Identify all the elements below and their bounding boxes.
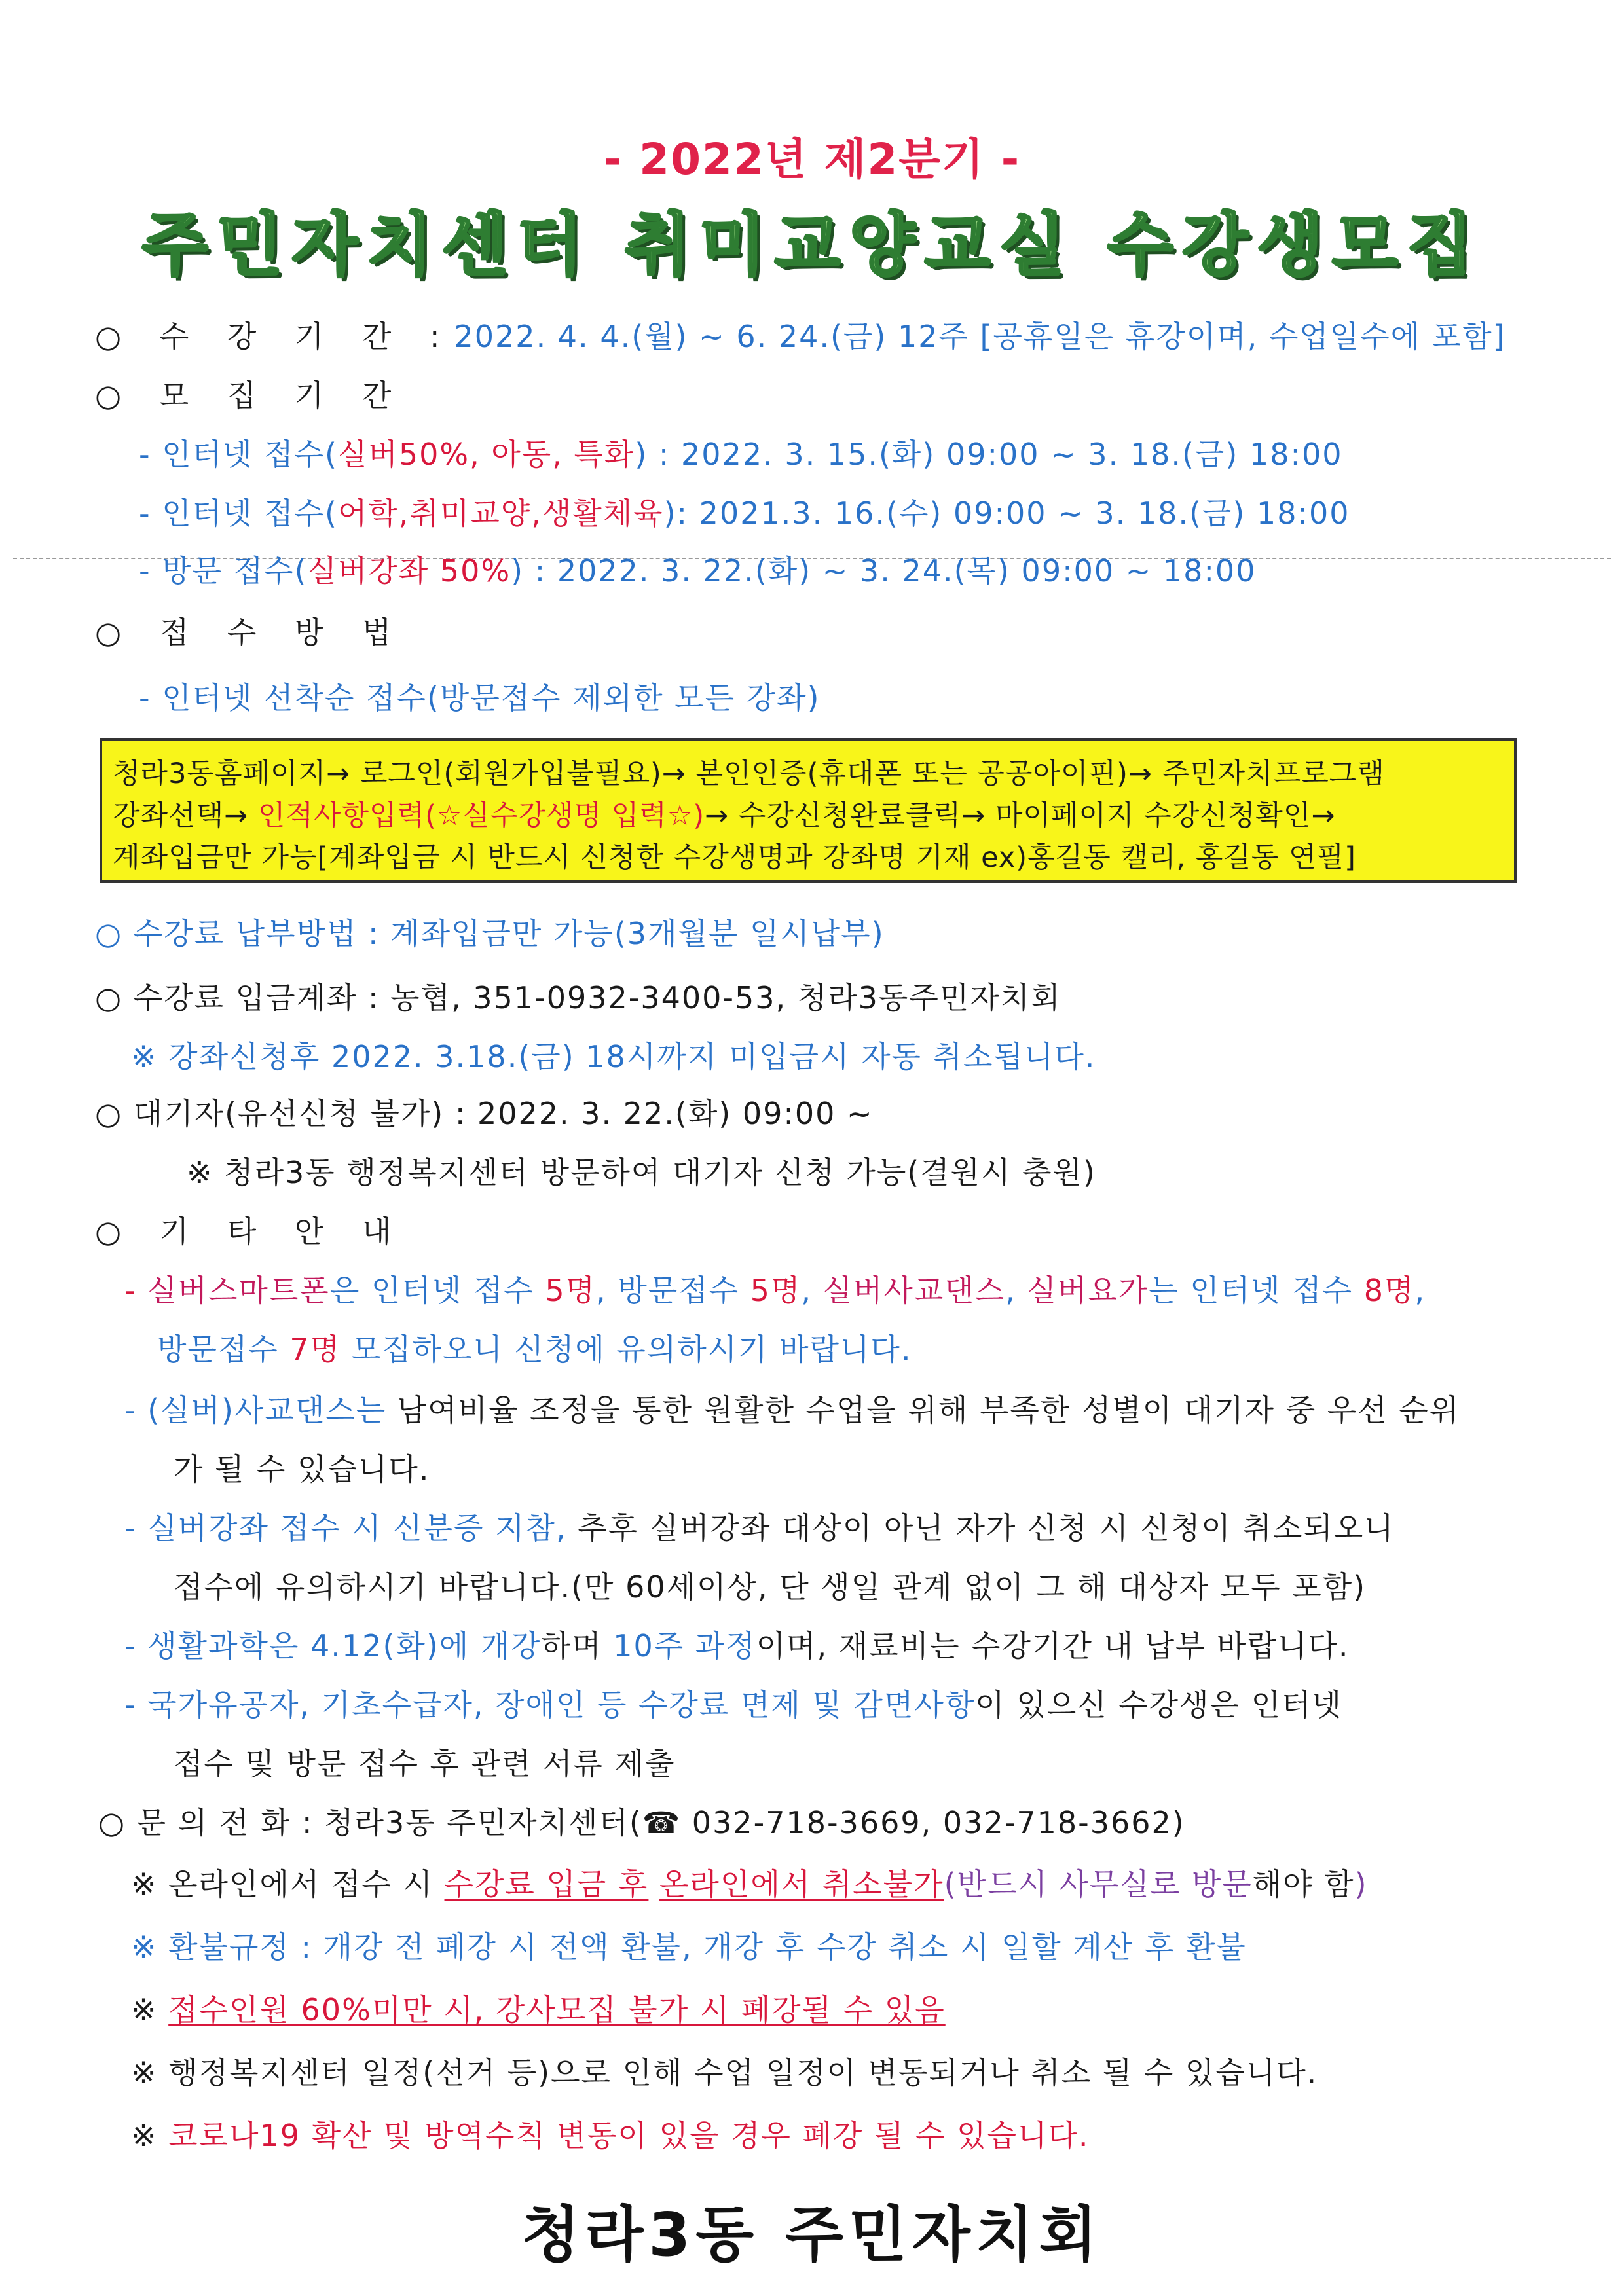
waitlist-label: ○ 대기자(유선신청 불가) : 2022. 3. 22.(화) 09:00 ~ bbox=[95, 1096, 874, 1131]
note-covid: ※ 코로나19 확산 및 방역수칙 변동이 있을 경우 폐강 될 수 있습니다. bbox=[131, 2118, 1090, 2153]
note-schedule: ※ 행정복지센터 일정(선거 등)으로 인해 수업 일정이 변동되거나 취소 될 수 있습니다. bbox=[131, 2055, 1318, 2090]
notice-line: 계좌입금만 가능[계좌입금 시 반드시 신청한 수강생명과 강좌명 기재 ex)홍길동 캘리, 홍길동 연필] bbox=[113, 841, 1356, 874]
etc-item-cont: 방문접수 7명 모집하오니 신청에 유의하시기 바랍니다. bbox=[157, 1332, 912, 1367]
etc-item: - 국가유공자, 기초수급자, 장애인 등 수강료 면제 및 감면사항이 있으신 수강생은 인터넷 bbox=[124, 1687, 1342, 1722]
page-title: 주민자치센터 취미교양교실 수강생모집 bbox=[141, 205, 1483, 285]
etc-item: - 실버강좌 접수 시 신분증 지참, 추후 실버강좌 대상이 아닌 자가 신청 시 신청이 취소되오니 bbox=[124, 1510, 1395, 1546]
method-item: - 인터넷 선착순 접수(방문접수 제외한 모든 강좌) bbox=[139, 680, 821, 716]
etc-item-cont: 접수에 유의하시기 바랍니다.(만 60세이상, 단 생일 관계 없이 그 해 대상자 모두 포함) bbox=[174, 1569, 1367, 1605]
note-closure: ※ 접수인원 60%미만 시, 강사모집 불가 시 폐강될 수 있음 bbox=[131, 1992, 946, 2028]
subtitle: - 2022년 제2분기 - bbox=[603, 134, 1021, 185]
recruit-item: - 인터넷 접수(어학,취미교양,생활체육): 2021.3. 16.(수) 09:00 ~ 3. 18.(금) 18:00 bbox=[139, 496, 1350, 531]
etc-label: ○ 기 타 안 내 bbox=[95, 1214, 406, 1249]
recruit-item: - 방문 접수(실버강좌 50%) : 2022. 3. 22.(화) ~ 3. 24.(목) 09:00 ~ 18:00 bbox=[139, 553, 1257, 589]
period-row bbox=[95, 313, 1505, 356]
notice-line: 청라3동홈페이지→ 로그인(회원가입불필요)→ 본인인증(휴대폰 또는 공공아이핀)→ 주민자치프로그램 bbox=[113, 757, 1385, 790]
period-value: 2022. 4. 4.(월) ~ 6. 24.(금) 12주 [공휴일은 휴강이며, 수업일수에 포함] bbox=[454, 319, 1506, 354]
recruit-label: ○ 모 집 기 간 bbox=[95, 378, 406, 413]
note-refund: ※ 환불규정 : 개강 전 폐강 시 전액 환불, 개강 후 수강 취소 시 일할 계산 후 환불 bbox=[131, 1929, 1247, 1965]
method-label: ○ 접 수 방 법 bbox=[95, 615, 406, 650]
contact-numbers: 032-718-3669, 032-718-3662) bbox=[681, 1805, 1185, 1840]
cancel-note: ※ 강좌신청후 2022. 3.18.(금) 18시까지 미입금시 자동 취소됩니다. bbox=[131, 1039, 1096, 1074]
account-info: ○ 수강료 입금계좌 : 농협, 351-0932-3400-53, 청라3동주민자치회 bbox=[95, 980, 1061, 1015]
phone-icon: ☎ bbox=[642, 1805, 682, 1840]
etc-item: - 생활과학은 4.12(화)에 개강하며 10주 과정이며, 재료비는 수강기간 내 납부 바랍니다. bbox=[124, 1628, 1350, 1664]
footer-organization: 청라3동 주민자치회 bbox=[521, 2200, 1103, 2270]
contact-label: ○ 문 의 전 화 : 청라3동 주민자치센터( bbox=[98, 1805, 642, 1840]
etc-item-cont: 가 될 수 있습니다. bbox=[174, 1451, 430, 1487]
fee-method: ○ 수강료 납부방법 : 계좌입금만 가능(3개월분 일시납부) bbox=[95, 916, 885, 951]
waitlist-note: ※ 청라3동 행정복지센터 방문하여 대기자 신청 가능(결원시 충원) bbox=[187, 1155, 1096, 1190]
etc-item-cont: 접수 및 방문 접수 후 관련 서류 제출 bbox=[174, 1746, 676, 1781]
notice-line: 강좌선택→ 인적사항입력(☆실수강생명 입력☆)→ 수강신청완료클릭→ 마이페이지 수강신청확인→ bbox=[113, 799, 1336, 832]
contact-row bbox=[98, 1799, 1185, 1842]
etc-item: - (실버)사교댄스는 남여비율 조정을 통한 원활한 수업을 위해 부족한 성별이 대기자 중 우선 순위 bbox=[124, 1393, 1460, 1428]
recruit-item: - 인터넷 접수(실버50%, 아동, 특화) : 2022. 3. 15.(화) 09:00 ~ 3. 18.(금) 18:00 bbox=[139, 437, 1343, 472]
etc-item: - 실버스마트폰은 인터넷 접수 5명, 방문접수 5명, 실버사교댄스, 실버요가는 인터넷 접수 8명, bbox=[124, 1273, 1426, 1308]
note-online: ※ 온라인에서 접수 시 수강료 입금 후 온라인에서 취소불가(반드시 사무실로 방문해야 함) bbox=[131, 1867, 1368, 1902]
period-label: ○ 수 강 기 간 : bbox=[95, 319, 454, 354]
